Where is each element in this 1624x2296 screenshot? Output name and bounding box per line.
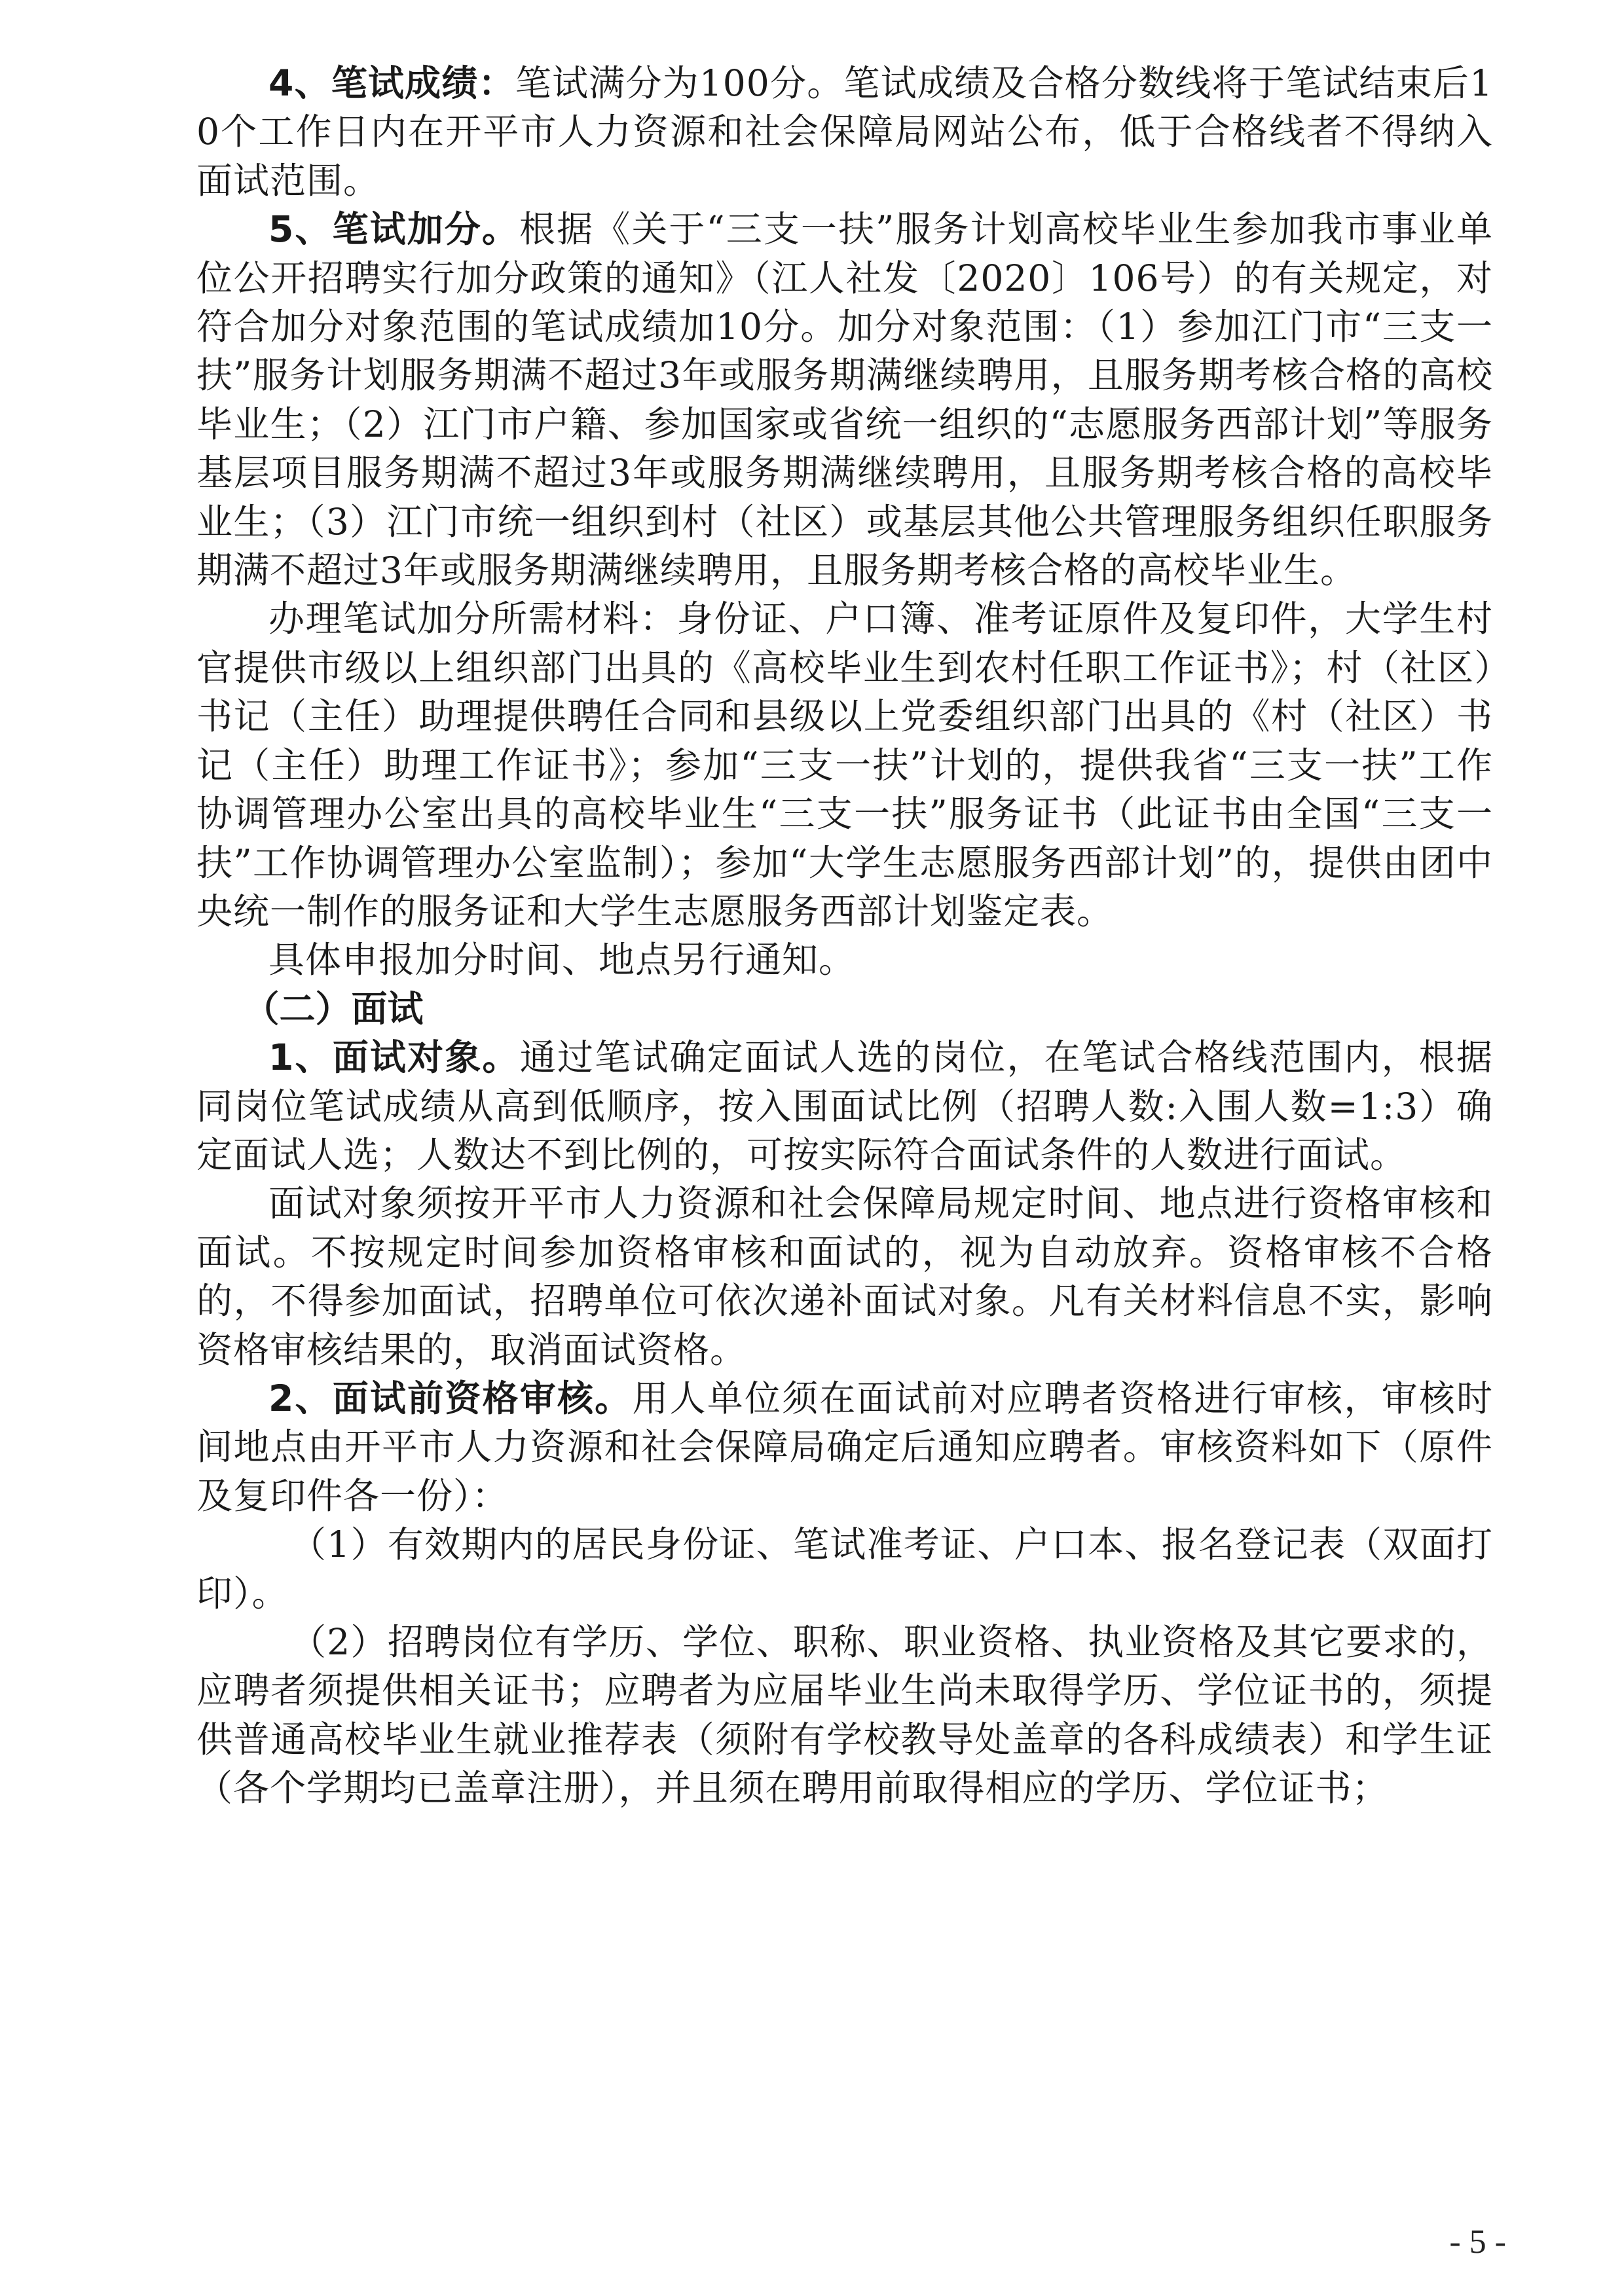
document-body bbox=[196, 59, 1493, 1813]
paragraph-review-item-2 bbox=[196, 1618, 1493, 1813]
paragraph-text: 办理笔试加分所需材料：身份证、户口簿、准考证原件及复印件，大学生村官提供市级以上组织部门出具的《高校毕业生到农村任职工作证书》；村（社区）书记（主任）助理提供聘任合同和县级以上党委组织部门出具的《村（社区）书记（主任）助理工作证书》；参加“三支一扶”计划的，提供我省“三支一扶”工作协调管理办公室出具的高校毕业生“三支一扶”服务证书（此证书由全国“三支一扶”工作协调管理办公室监制）；参加“大学生志愿服务西部计划”的，提供由团中央统一制作的服务证和大学生志愿服务西部计划鉴定表。 bbox=[196, 598, 1493, 932]
paragraph-text: 面试对象须按开平市人力资源和社会保障局规定时间、地点进行资格审核和面试。不按规定时间参加资格审核和面试的，视为自动放弃。资格审核不合格的，不得参加面试，招聘单位可依次递补面试对象。凡有关材料信息不实，影响资格审核结果的，取消面试资格。 bbox=[196, 1182, 1493, 1371]
paragraph-text: 具体申报加分时间、地点另行通知。 bbox=[268, 939, 856, 981]
paragraph-bonus-notice bbox=[196, 936, 1493, 984]
paragraph-review-item-1 bbox=[196, 1520, 1493, 1618]
paragraph-label: 4、笔试成绩： bbox=[268, 62, 515, 104]
paragraph-bonus-materials bbox=[196, 594, 1493, 936]
paragraph-text: 通过笔试确定面试人选的岗位，在笔试合格线范围内，根据同岗位笔试成绩从高到低顺序，按入围面试比例（招聘人数:入围人数=1:3）确定面试人选；人数达不到比例的，可按实际符合面试条件的人数进行面试。 bbox=[196, 1036, 1493, 1176]
paragraph-label: 5、笔试加分。 bbox=[268, 208, 520, 251]
paragraph-text: 笔试满分为100分。笔试成绩及合格分数线将于笔试结束后10个工作日内在开平市人力资源和社会保障局网站公布，低于合格线者不得纳入面试范围。 bbox=[196, 62, 1493, 202]
paragraph-label: 1、面试对象。 bbox=[268, 1036, 520, 1079]
paragraph-label: 2、面试前资格审核。 bbox=[268, 1377, 633, 1419]
page-number: - 5 - bbox=[1449, 2223, 1506, 2261]
paragraph-interview-rules bbox=[196, 1179, 1493, 1374]
paragraph-interview-candidates bbox=[196, 1033, 1493, 1179]
paragraph-text: （2）招聘岗位有学历、学位、职称、职业资格、执业资格及其它要求的，应聘者须提供相关证书；应聘者为应届毕业生尚未取得学历、学位证书的，须提供普通高校毕业生就业推荐表（须附有学校教导处盖章的各科成绩表）和学生证（各个学期均已盖章注册），并且须在聘用前取得相应的学历、学位证书； bbox=[196, 1621, 1493, 1810]
paragraph-text: （1）有效期内的居民身份证、笔试准考证、户口本、报名登记表（双面打印）。 bbox=[196, 1523, 1493, 1614]
paragraph-bonus-points bbox=[196, 205, 1493, 594]
paragraph-written-exam-score bbox=[196, 59, 1493, 205]
section-heading-interview: （二）面试 bbox=[243, 987, 424, 1030]
paragraph-qualification-review bbox=[196, 1374, 1493, 1520]
paragraph-text: 用人单位须在面试前对应聘者资格进行审核，审核时间地点由开平市人力资源和社会保障局确定后通知应聘者。审核资料如下（原件及复印件各一份）： bbox=[196, 1377, 1493, 1517]
paragraph-text: 根据《关于“三支一扶”服务计划高校毕业生参加我市事业单位公开招聘实行加分政策的通知》（江人社发〔2020〕106号）的有关规定，对符合加分对象范围的笔试成绩加10分。加分对象范围：（1）参加江门市“三支一扶”服务计划服务期满不超过3年或服务期满继续聘用，且服务期考核合格的高校毕业生；（2）江门市户籍、参加国家或省统一组织的“志愿服务西部计划”等服务基层项目服务期满不超过3年或服务期满继续聘用，且服务期考核合格的高校毕业生；（3）江门市统一组织到村（社区）或基层其他公共管理服务组织任职服务期满不超过3年或服务期满继续聘用，且服务期考核合格的高校毕业生。 bbox=[196, 208, 1493, 592]
